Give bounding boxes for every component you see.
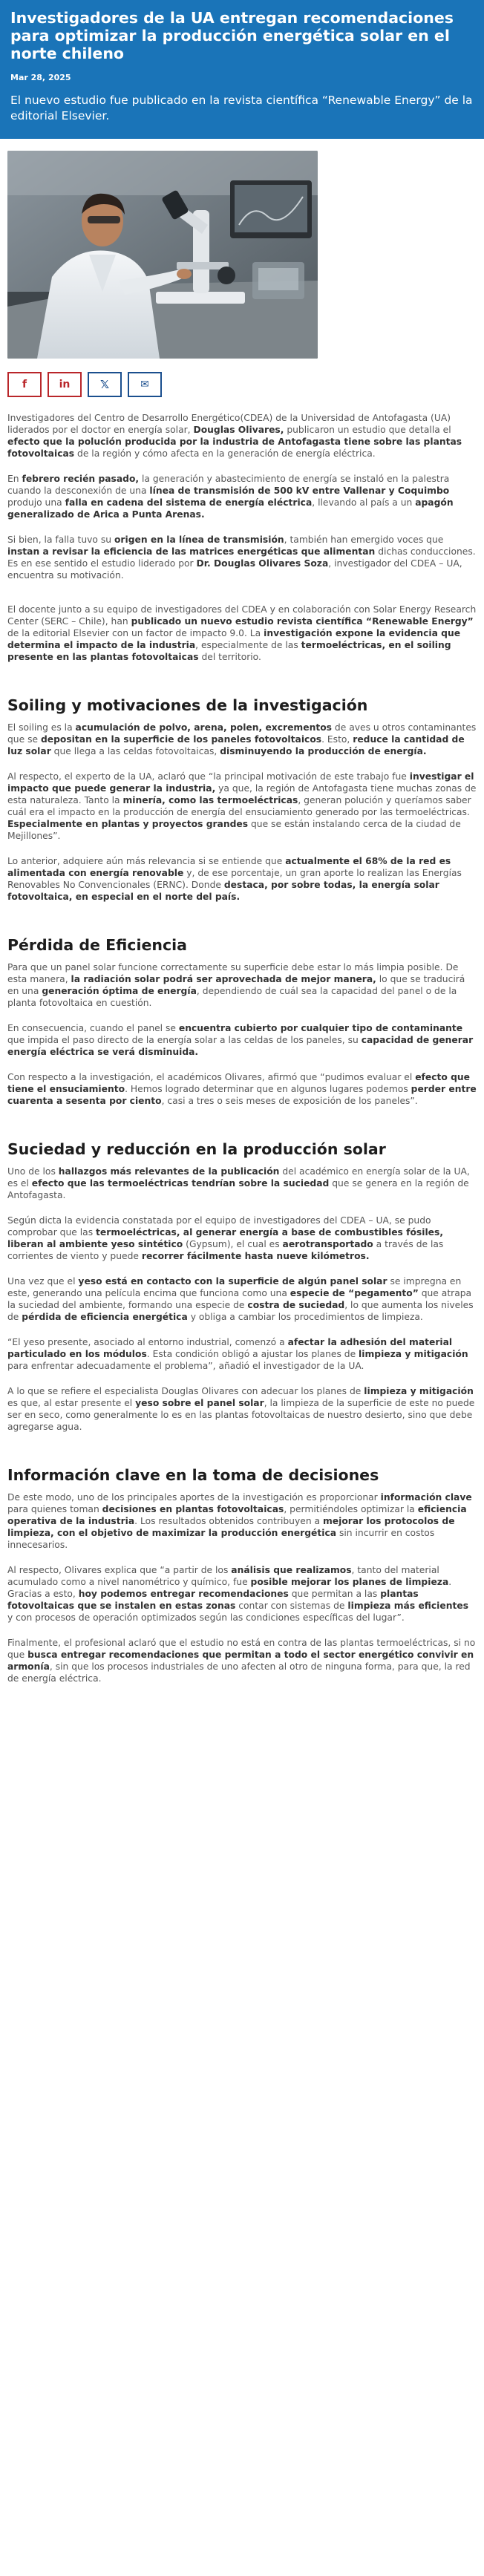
text-run: En <box>7 474 22 484</box>
text-run: El docente junto a su equipo de investigadores del CDEA y en colaboración con Solar Energy Research Center (SERC – Chile), han <box>7 604 477 627</box>
emphasized-text: línea de transmisión de 500 kV entre Vallenar y Coquimbo <box>149 486 450 496</box>
section-heading: Suciedad y reducción en la producción solar <box>7 1140 386 1158</box>
emphasized-text: análisis que realizamos <box>231 1565 352 1575</box>
emphasized-text: reduce la cantidad de luz solar <box>7 734 465 756</box>
article-paragraph <box>7 1022 477 1058</box>
emphasized-text: depositan en la superficie de los paneles fotovoltaicos <box>40 734 322 745</box>
linkedin-icon: in <box>59 379 71 390</box>
text-run: dichas conducciones. Es en ese sentido el estudio liderado por <box>7 546 476 569</box>
text-run: De este modo, uno de los principales aportes de la investigación es proporcionar <box>7 1492 381 1503</box>
emphasized-text: limpieza más eficientes <box>347 1601 469 1611</box>
emphasized-text: perder entre cuarenta a sesenta por ciento <box>7 1084 477 1106</box>
emphasized-text: pérdida de eficiencia energética <box>22 1312 188 1322</box>
text-run: . Esta condición obligó a ajustar los planes de <box>146 1349 359 1359</box>
emphasized-text: hallazgos más relevantes de la publicación <box>58 1166 280 1177</box>
emphasized-text: termoeléctricas, al generar energía a base de combustibles fósiles, liberan al ambiente yeso sintético <box>7 1227 444 1249</box>
text-run: , tanto del material acumulado como a nivel nanométrico y químico, fue <box>7 1565 439 1587</box>
article-paragraph <box>7 473 477 520</box>
article-paragraph <box>7 1491 477 1551</box>
emphasized-text: apagón generalizado de Arica a Punta Arenas. <box>7 497 454 520</box>
text-run: A lo que se refiere el especialista Douglas Olivares con adecuar los planes de <box>7 1386 364 1396</box>
emphasized-text: actualmente el 68% de la red es alimentada con energía renovable <box>7 856 451 878</box>
emphasized-text: busca entregar recomendaciones que permitan a todo el sector energético convivir en armonía <box>7 1650 474 1672</box>
text-run: . Los resultados obtenidos contribuyen a <box>134 1516 323 1526</box>
text-run: Para que un panel solar funcione correctamente su superficie debe estar lo más limpia posible. De esta manera, <box>7 962 459 984</box>
emphasized-text: Douglas Olivares, <box>193 425 284 435</box>
text-run: que llega a las celdas fotovoltaicas, <box>50 746 220 756</box>
article-paragraph <box>7 412 477 460</box>
text-run: para quienes toman <box>7 1504 102 1514</box>
text-run: de aves u otros contaminantes que se <box>7 722 477 745</box>
text-run: Al respecto, el experto de la UA, aclaró que “la principal motivación de este trabajo fue <box>7 771 410 782</box>
emphasized-text: yeso está en contacto con la superficie de algún panel solar <box>78 1276 387 1287</box>
share-bar <box>7 372 477 397</box>
text-run: Al respecto, Olivares explica que “a partir de los <box>7 1565 232 1575</box>
emphasized-text: efecto que tiene el ensuciamiento <box>7 1072 471 1094</box>
emphasized-text: yeso sobre el panel solar <box>135 1398 264 1408</box>
email-icon: ✉ <box>140 379 149 390</box>
text-run: . Gracias a esto, <box>7 1577 452 1599</box>
text-run: se impregna en este, generando una película encima que funciona como una <box>7 1276 462 1298</box>
text-run: a través de las corrientes de viento y puede <box>7 1239 444 1261</box>
share-x-button[interactable] <box>88 372 122 397</box>
article-paragraph <box>7 722 477 757</box>
text-run: , también han emergido voces que <box>284 535 444 545</box>
section-heading: Pérdida de Eficiencia <box>7 936 187 954</box>
text-run: . Hemos logrado determinar que en algunos lugares podemos <box>125 1084 411 1094</box>
emphasized-text: recorrer fácilmente hasta nueve kilómetros. <box>141 1251 370 1261</box>
emphasized-text: hoy podemos entregar recomendaciones <box>78 1589 289 1599</box>
text-run: que permitan a las <box>288 1589 381 1599</box>
text-run: , llevando al país a un <box>312 497 416 508</box>
article-paragraph <box>7 604 477 663</box>
share-linkedin-button[interactable] <box>48 372 82 397</box>
text-run: ya que, la región de Antofagasta tiene muchas zonas de esta naturaleza. Tanto la <box>7 783 477 805</box>
article-header <box>0 0 484 139</box>
emphasized-text: limpieza y mitigación <box>359 1349 468 1359</box>
text-run: , generan polución y queríamos saber cuál era el impacto en la producción de energía del ensuciamiento generado por las termoeléctricas. <box>7 795 471 817</box>
emphasized-text: disminuyendo la producción de energía. <box>220 746 427 756</box>
emphasized-text: termoeléctricas, en el soiling presente en las plantas fotovoltaicas <box>7 640 451 662</box>
text-run: del académico en energía solar de la UA, es el <box>7 1166 470 1189</box>
text-run: publicaron un estudio que detalla el <box>284 425 451 435</box>
facebook-icon: f <box>22 379 27 390</box>
emphasized-text: investigación expone la evidencia que determina el impacto de la industria <box>7 628 461 650</box>
section-heading: Información clave en la toma de decisiones <box>7 1466 379 1484</box>
emphasized-text: origen en la línea de transmisión <box>114 535 284 545</box>
text-run: , especialmente de las <box>195 640 301 650</box>
text-run: . Esto, <box>321 734 353 745</box>
emphasized-text: destaca, por sobre todas, la energía solar fotovoltaica, en especial en el norte del país. <box>7 880 439 902</box>
text-run: del territorio. <box>198 652 261 662</box>
publish-date: Mar 28, 2025 <box>10 73 71 82</box>
emphasized-text: aerotransportado <box>282 1239 373 1249</box>
emphasized-text: mejorar los protocolos de limpieza, con el objetivo de maximizar la producción energética <box>7 1516 455 1538</box>
emphasized-text: posible mejorar los planes de limpieza <box>250 1577 449 1587</box>
text-run: En consecuencia, cuando el panel se <box>7 1023 179 1033</box>
text-run: Lo anterior, adquiere aún más relevancia si se entiende que <box>7 856 286 866</box>
article-sections <box>7 697 477 1684</box>
text-run: de la región y cómo afecta en la generación de energía eléctrica. <box>74 448 376 459</box>
emphasized-text: acumulación de polvo, arena, polen, excrementos <box>75 722 332 733</box>
emphasized-text: eficiencia operativa de la industria <box>7 1504 467 1526</box>
article-paragraph <box>7 1385 477 1433</box>
article-paragraph <box>7 1071 477 1107</box>
text-run: Finalmente, el profesional aclaró que el estudio no está en contra de las plantas termoeléctricas, si no que <box>7 1638 476 1660</box>
text-run: que impida el paso directo de la energía solar a las celdas de los paneles, su <box>7 1035 362 1045</box>
text-run: Investigadores del Centro de Desarrollo Energético(CDEA) de la Universidad de Antofagasta (UA) liderados por el doctor en energía solar, <box>7 413 451 435</box>
emphasized-text: información clave <box>380 1492 472 1503</box>
article-paragraph <box>7 1275 477 1323</box>
article-subtitle: El nuevo estudio fue publicado en la revista científica “Renewable Energy” de la editorial Elsevier. <box>10 94 473 122</box>
article-paragraph <box>7 1637 477 1684</box>
emphasized-text: especie de “pegamento” <box>290 1288 419 1298</box>
share-email-button[interactable] <box>128 372 162 397</box>
text-run: y con procesos de operación optimizados según las condiciones específicas del lugar”. <box>7 1612 405 1623</box>
text-run: , dependiendo de cuál sea la capacidad del panel o de la planta fotovoltaica en cuestión. <box>7 986 457 1008</box>
emphasized-text: capacidad de generar energía eléctrica se verá disminuida. <box>7 1035 474 1057</box>
emphasized-text: efecto que la polución producida por la industria de Antofagasta tiene sobre las plantas fotovoltaicas <box>7 437 462 459</box>
researcher-with-microscope-illustration <box>7 151 318 359</box>
article-title: Investigadores de la UA entregan recomendaciones para optimizar la producción energética solar en el norte chileno <box>10 9 454 62</box>
text-run: y obliga a cambiar los procedimientos de limpieza. <box>187 1312 423 1322</box>
article-paragraph <box>7 1336 477 1372</box>
emphasized-text: decisiones en plantas fotovoltaicas <box>102 1504 284 1514</box>
text-run: de la editorial Elsevier con un factor de impacto 9.0. La <box>7 628 264 638</box>
article-body <box>0 151 484 1684</box>
share-facebook-button[interactable] <box>7 372 42 397</box>
emphasized-text: efecto que las termoeléctricas tendrían sobre la suciedad <box>31 1178 330 1189</box>
section-heading: Soiling y motivaciones de la investigación <box>7 696 368 714</box>
emphasized-text: generación óptima de energía <box>42 986 197 996</box>
text-run: sin incurrir en costos innecesarios. <box>7 1528 435 1550</box>
text-run: la generación y abastecimiento de energía se instaló en la palestra cuando la desconexión de una <box>7 474 450 496</box>
article-paragraph <box>7 534 477 581</box>
emphasized-text: falla en cadena del sistema de energía eléctrica <box>65 497 313 508</box>
text-run: lo que se traducirá en una <box>7 974 465 996</box>
emphasized-text: encuentra cubierto por cualquier tipo de contaminante <box>178 1023 463 1033</box>
emphasized-text: febrero recién pasado, <box>22 474 140 484</box>
article-intro <box>7 412 477 663</box>
text-run: El soiling es la <box>7 722 76 733</box>
emphasized-text: la radiación solar podrá ser aprovechada de mejor manera, <box>71 974 376 984</box>
text-run: produjo una <box>7 497 65 508</box>
emphasized-text: Especialmente en plantas y proyectos grandes <box>7 819 249 829</box>
text-run: que se están instalando cerca de la ciudad de Mejillones”. <box>7 819 461 841</box>
text-run: contar con sistemas de <box>235 1601 348 1611</box>
emphasized-text: investigar el impacto que puede generar la industria, <box>7 771 474 794</box>
x-icon: 𝕏 <box>99 378 110 391</box>
emphasized-text: minería, como las termoeléctricas <box>122 795 298 805</box>
text-run: y, de ese porcentaje, un gran aporte lo realizan las Energías Renovables No Convencionales (ERNC). Donde <box>7 868 462 890</box>
text-run: (Gypsum), el cual es <box>183 1239 283 1249</box>
emphasized-text: publicado un nuevo estudio revista científica “Renewable Energy” <box>131 616 474 627</box>
text-run: Una vez que el <box>7 1276 79 1287</box>
emphasized-text: limpieza y mitigación <box>364 1386 474 1396</box>
text-run: que atrapa la suciedad del ambiente, formando una especie de <box>7 1288 472 1310</box>
article-paragraph <box>7 1215 477 1262</box>
text-run: , sin que los procesos industriales de uno afecten al otro de ninguna forma, para que, la red de energía eléctrica. <box>7 1661 471 1684</box>
text-run: para enfrentar adecuadamente el problema”, añadió el investigador de la UA. <box>7 1361 364 1371</box>
article-paragraph <box>7 771 477 842</box>
text-run: , lo que aumenta los niveles de <box>7 1300 474 1322</box>
article-paragraph <box>7 1564 477 1624</box>
text-run: , investigador del CDEA – UA, encuentra su motivación. <box>7 558 462 581</box>
text-run: Con respecto a la investigación, el académicos Olivares, afirmó que “pudimos evaluar el <box>7 1072 416 1082</box>
emphasized-text: plantas fotovoltaicas que se instalen en estas zonas <box>7 1589 419 1611</box>
article-paragraph <box>7 1166 477 1201</box>
text-run: Si bien, la falla tuvo su <box>7 535 114 545</box>
text-run: , la limpieza de la superficie de este no puede ser en seco, como generalmente lo es en las plantas fotovoltaicas de nuestro desierto, sino que debe agregarse agua. <box>7 1398 475 1432</box>
text-run: , permitiéndoles optimizar la <box>284 1504 418 1514</box>
text-run: Uno de los <box>7 1166 59 1177</box>
emphasized-text: Dr. Douglas Olivares Soza <box>196 558 329 569</box>
text-run: que se genera en la región de Antofagasta. <box>7 1178 469 1200</box>
text-run: , casi a tres o seis meses de exposición de los paneles”. <box>161 1096 418 1106</box>
article-paragraph <box>7 961 477 1009</box>
text-run: es que, al estar presente el <box>7 1398 136 1408</box>
emphasized-text: costra de suciedad <box>247 1300 345 1310</box>
text-run: Según dicta la evidencia constatada por el equipo de investigadores del CDEA – UA, se pudo comprobar que las <box>7 1215 431 1238</box>
article-photo <box>7 151 318 359</box>
article-paragraph <box>7 855 477 903</box>
text-run: “El yeso presente, asociado al entorno industrial, comenzó a <box>7 1337 288 1347</box>
emphasized-text: instan a revisar la eficiencia de las matrices energéticas que alimentan <box>7 546 376 557</box>
emphasized-text: afectar la adhesión del material particulado en los módulos <box>7 1337 453 1359</box>
